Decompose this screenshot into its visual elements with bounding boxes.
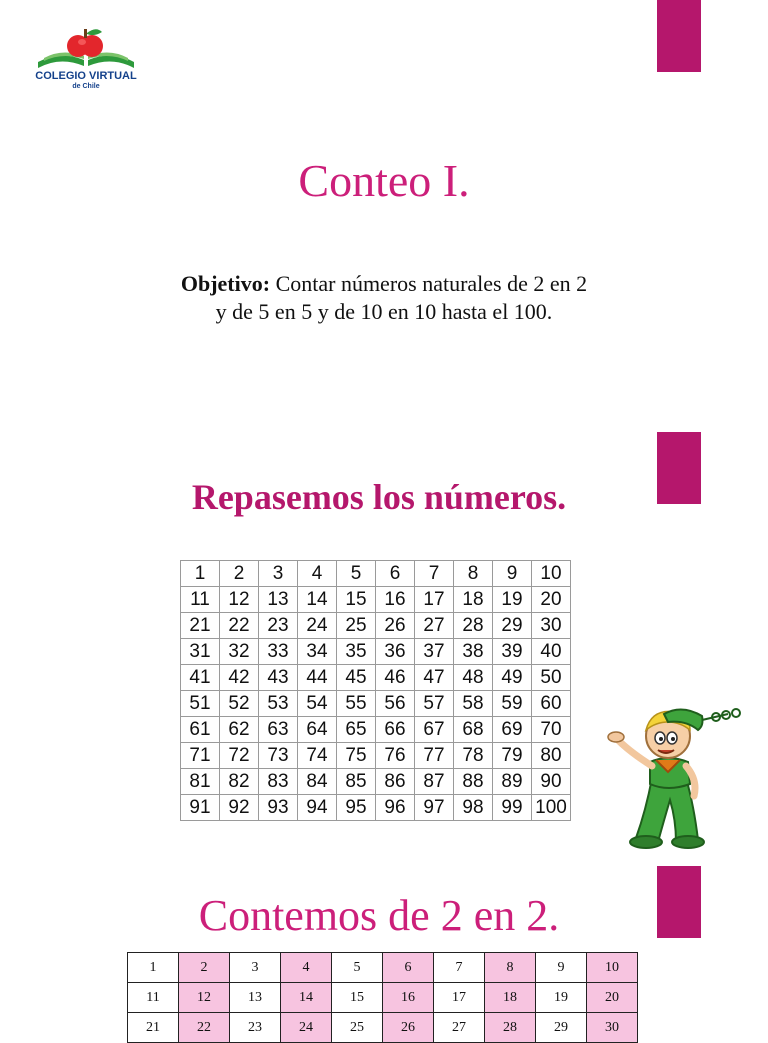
cartoon-boy-illustration [606, 700, 746, 850]
grid-cell: 88 [454, 769, 493, 795]
grid-cell: 40 [532, 639, 571, 665]
logo-subtitle: de Chile [72, 83, 100, 90]
grid-cell: 50 [532, 665, 571, 691]
grid-cell: 29 [536, 1013, 587, 1043]
grid-cell: 90 [532, 769, 571, 795]
grid-cell: 26 [376, 613, 415, 639]
grid-cell: 43 [259, 665, 298, 691]
apple-book-logo-icon [30, 26, 142, 72]
grid-cell: 92 [220, 795, 259, 821]
objective-line-2: y de 5 en 5 y de 10 en 10 hasta el 100. [215, 299, 553, 324]
grid-cell: 1 [128, 953, 179, 983]
grid-cell: 14 [298, 587, 337, 613]
grid-cell: 3 [230, 953, 281, 983]
grid-cell: 20 [587, 983, 638, 1013]
grid-row [181, 769, 571, 795]
grid-cell: 77 [415, 743, 454, 769]
grid-cell: 74 [298, 743, 337, 769]
grid-cell: 18 [454, 587, 493, 613]
grid-cell: 15 [332, 983, 383, 1013]
grid-cell: 69 [493, 717, 532, 743]
grid-cell: 68 [454, 717, 493, 743]
grid-cell: 19 [493, 587, 532, 613]
grid-cell: 7 [415, 561, 454, 587]
grid-cell: 33 [259, 639, 298, 665]
objective-line-1: Contar números naturales de 2 en 2 [275, 271, 588, 296]
grid-cell: 8 [485, 953, 536, 983]
section-title: Repasemos los números. [191, 477, 567, 517]
grid-cell: 34 [298, 639, 337, 665]
grid-cell: 100 [532, 795, 571, 821]
grid-cell: 26 [383, 1013, 434, 1043]
grid-row [181, 717, 571, 743]
grid-cell: 38 [454, 639, 493, 665]
grid-cell: 21 [181, 613, 220, 639]
grid-row [128, 1013, 638, 1043]
grid-cell: 32 [220, 639, 259, 665]
grid-cell: 5 [337, 561, 376, 587]
grid-cell: 65 [337, 717, 376, 743]
grid-cell: 18 [485, 983, 536, 1013]
grid-cell: 44 [298, 665, 337, 691]
grid-cell: 17 [434, 983, 485, 1013]
grid-cell: 2 [220, 561, 259, 587]
grid-cell: 16 [383, 983, 434, 1013]
grid-cell: 28 [454, 613, 493, 639]
grid-cell: 39 [493, 639, 532, 665]
slide-3 [0, 866, 768, 1035]
grid-cell: 23 [230, 1013, 281, 1043]
grid-cell: 64 [298, 717, 337, 743]
grid-cell: 29 [493, 613, 532, 639]
grid-cell: 72 [220, 743, 259, 769]
grid-cell: 49 [493, 665, 532, 691]
objective-text [0, 270, 768, 326]
grid-cell: 86 [376, 769, 415, 795]
grid-cell: 73 [259, 743, 298, 769]
slide-1 [0, 0, 768, 416]
grid-cell: 24 [281, 1013, 332, 1043]
grid-row [181, 743, 571, 769]
grid-cell: 20 [532, 587, 571, 613]
grid-cell: 99 [493, 795, 532, 821]
accent-bar [657, 0, 701, 72]
grid-cell: 54 [298, 691, 337, 717]
grid-cell: 15 [337, 587, 376, 613]
grid-cell: 17 [415, 587, 454, 613]
grid-cell: 5 [332, 953, 383, 983]
grid-cell: 57 [415, 691, 454, 717]
grid-cell: 30 [587, 1013, 638, 1043]
grid-cell: 13 [230, 983, 281, 1013]
grid-row [181, 665, 571, 691]
grid-cell: 71 [181, 743, 220, 769]
grid-cell: 47 [415, 665, 454, 691]
grid-cell: 95 [337, 795, 376, 821]
grid-cell: 59 [493, 691, 532, 717]
grid-cell: 82 [220, 769, 259, 795]
slide-2 [0, 432, 768, 862]
grid-cell: 14 [281, 983, 332, 1013]
grid-cell: 9 [493, 561, 532, 587]
grid-cell: 89 [493, 769, 532, 795]
grid-cell: 93 [259, 795, 298, 821]
grid-cell: 36 [376, 639, 415, 665]
grid-cell: 28 [485, 1013, 536, 1043]
grid-cell: 23 [259, 613, 298, 639]
grid-cell: 41 [181, 665, 220, 691]
grid-cell: 22 [179, 1013, 230, 1043]
grid-cell: 30 [532, 613, 571, 639]
grid-cell: 51 [181, 691, 220, 717]
grid-cell: 63 [259, 717, 298, 743]
grid-cell: 62 [220, 717, 259, 743]
grid-cell: 84 [298, 769, 337, 795]
grid-cell: 31 [181, 639, 220, 665]
grid-cell: 6 [376, 561, 415, 587]
page-title: Conteo I. [298, 155, 470, 206]
grid-cell: 61 [181, 717, 220, 743]
grid-row [128, 983, 638, 1013]
grid-cell: 96 [376, 795, 415, 821]
grid-cell: 27 [415, 613, 454, 639]
grid-cell: 9 [536, 953, 587, 983]
grid-cell: 66 [376, 717, 415, 743]
grid-cell: 27 [434, 1013, 485, 1043]
grid-cell: 1 [181, 561, 220, 587]
logo-title: COLEGIO VIRTUAL [35, 70, 137, 82]
grid-cell: 97 [415, 795, 454, 821]
grid-cell: 87 [415, 769, 454, 795]
grid-cell: 2 [179, 953, 230, 983]
grid-row [128, 953, 638, 983]
grid-cell: 42 [220, 665, 259, 691]
grid-cell: 75 [337, 743, 376, 769]
grid-row [181, 613, 571, 639]
grid-cell: 6 [383, 953, 434, 983]
grid-cell: 80 [532, 743, 571, 769]
grid-cell: 83 [259, 769, 298, 795]
count-by-two-chart [127, 952, 638, 1043]
grid-row [181, 691, 571, 717]
grid-cell: 21 [128, 1013, 179, 1043]
grid-cell: 91 [181, 795, 220, 821]
grid-cell: 67 [415, 717, 454, 743]
grid-cell: 85 [337, 769, 376, 795]
grid-cell: 78 [454, 743, 493, 769]
grid-cell: 4 [298, 561, 337, 587]
grid-cell: 81 [181, 769, 220, 795]
grid-cell: 12 [220, 587, 259, 613]
section-title: Contemos de 2 en 2. [198, 891, 560, 940]
grid-cell: 53 [259, 691, 298, 717]
grid-cell: 58 [454, 691, 493, 717]
grid-cell: 12 [179, 983, 230, 1013]
grid-row [181, 587, 571, 613]
grid-cell: 11 [128, 983, 179, 1013]
grid-cell: 24 [298, 613, 337, 639]
grid-cell: 19 [536, 983, 587, 1013]
grid-row [181, 561, 571, 587]
grid-cell: 55 [337, 691, 376, 717]
grid-cell: 48 [454, 665, 493, 691]
grid-cell: 22 [220, 613, 259, 639]
grid-cell: 52 [220, 691, 259, 717]
grid-cell: 25 [332, 1013, 383, 1043]
grid-row [181, 639, 571, 665]
grid-cell: 37 [415, 639, 454, 665]
grid-cell: 76 [376, 743, 415, 769]
school-logo [30, 26, 142, 96]
objective-label: Objetivo: [180, 271, 271, 296]
grid-cell: 60 [532, 691, 571, 717]
grid-cell: 4 [281, 953, 332, 983]
grid-cell: 7 [434, 953, 485, 983]
grid-row [181, 795, 571, 821]
grid-cell: 94 [298, 795, 337, 821]
grid-cell: 98 [454, 795, 493, 821]
hundred-chart [180, 560, 571, 821]
grid-cell: 3 [259, 561, 298, 587]
grid-cell: 11 [181, 587, 220, 613]
grid-cell: 25 [337, 613, 376, 639]
grid-cell: 35 [337, 639, 376, 665]
grid-cell: 13 [259, 587, 298, 613]
grid-cell: 10 [587, 953, 638, 983]
grid-cell: 45 [337, 665, 376, 691]
grid-cell: 79 [493, 743, 532, 769]
grid-cell: 16 [376, 587, 415, 613]
grid-cell: 10 [532, 561, 571, 587]
grid-cell: 70 [532, 717, 571, 743]
grid-cell: 56 [376, 691, 415, 717]
grid-cell: 46 [376, 665, 415, 691]
grid-cell: 8 [454, 561, 493, 587]
